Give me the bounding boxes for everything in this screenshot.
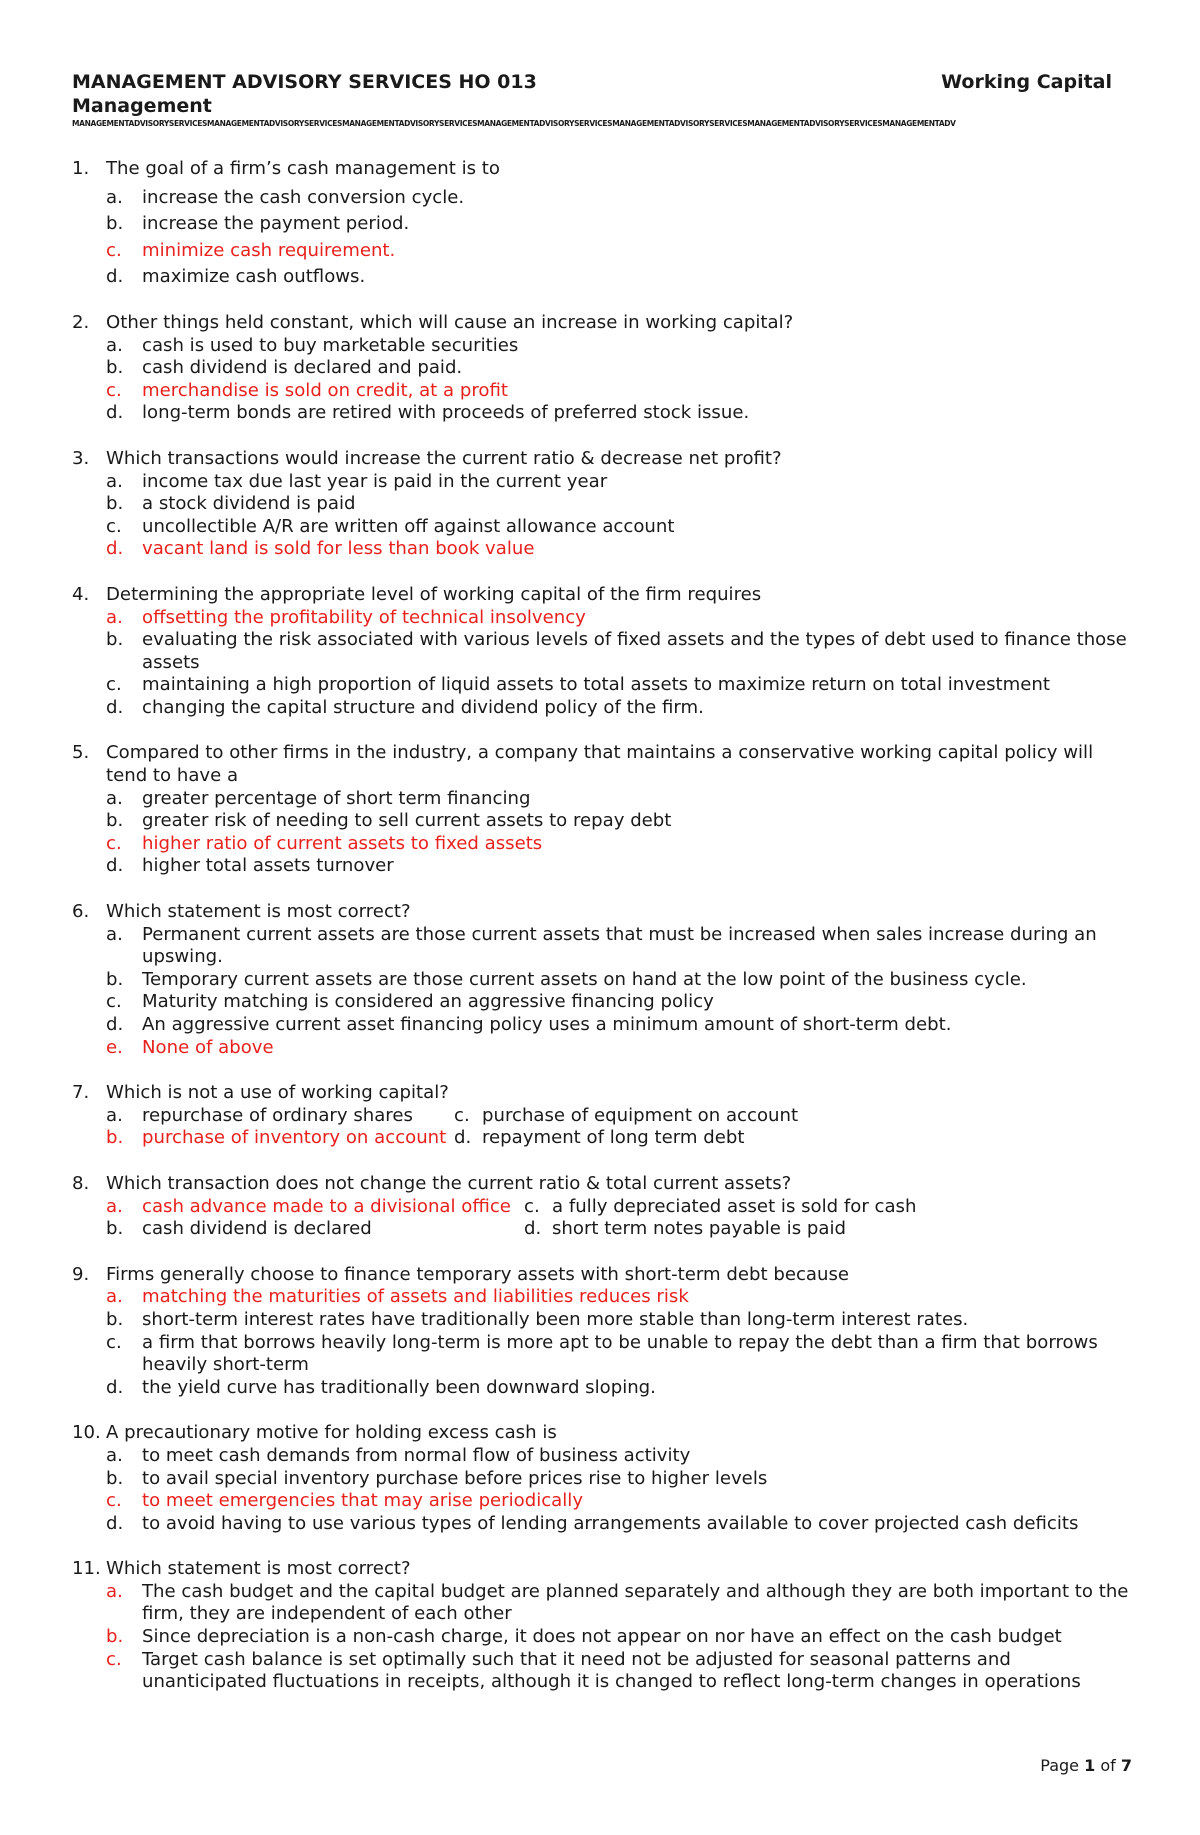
- question-stem: The goal of a firm’s cash management is to: [106, 158, 500, 179]
- answer-option: [72, 1649, 1132, 1694]
- option-letter: d.: [106, 855, 124, 877]
- option-text: cash is used to buy marketable securities: [142, 334, 519, 356]
- question-number: 8.: [72, 1172, 90, 1194]
- option-text: repayment of long term debt: [482, 1127, 745, 1149]
- answer-option: [72, 1513, 1132, 1536]
- option-text-correct: merchandise is sold on credit, at a profit: [142, 379, 508, 401]
- answer-option: [72, 810, 1132, 833]
- option-text: long-term bonds are retired with proceeds of preferred stock issue.: [142, 402, 750, 424]
- question-item: [72, 1082, 1132, 1150]
- answer-option: [72, 969, 1132, 992]
- option-letter: c.: [106, 379, 122, 401]
- page-header: [72, 70, 1112, 129]
- answer-option: [72, 1490, 1132, 1513]
- answer-option: [72, 493, 1132, 516]
- option-text: evaluating the risk associated with various levels of fixed assets and the types of debt used to finance those assets: [142, 629, 1127, 673]
- answer-option: [72, 1445, 1132, 1468]
- answer-option: [72, 187, 1132, 210]
- option-text: changing the capital structure and dividend policy of the firm.: [142, 696, 704, 718]
- header-banner: MANAGEMENTADVISORYSERVICESMANAGEMENTADVISORYSERVICESMANAGEMENTADVISORYSERVICESMANAGEMENTADVISORYSERVICESMANAGEMENTADVISORYSERVICESMANAGEMENTADVISORYSERVICESMANAGEMENTADV: [72, 119, 956, 128]
- option-text-correct: to meet emergencies that may arise periodically: [142, 1490, 584, 1512]
- option-text: maximize cash outflows.: [142, 266, 366, 288]
- answer-option-row: [72, 1105, 1132, 1128]
- answer-option: [72, 924, 1132, 969]
- option-letter: d.: [106, 402, 124, 424]
- answer-option: [106, 1218, 524, 1241]
- option-text: to avoid having to use various types of lending arrangements available to cover projected cash deficits: [142, 1512, 1079, 1534]
- option-letter: d.: [106, 1376, 124, 1398]
- answer-option: [72, 471, 1132, 494]
- option-text: a fully depreciated asset is sold for cash: [552, 1195, 917, 1217]
- option-letter: b.: [106, 213, 124, 235]
- option-text: An aggressive current asset financing policy uses a minimum amount of short-term debt.: [142, 1014, 952, 1035]
- question-stem: Which transactions would increase the current ratio & decrease net profit?: [106, 447, 782, 469]
- option-letter: c.: [106, 674, 122, 696]
- option-text: increase the payment period.: [142, 213, 410, 235]
- question-stem: Which is not a use of working capital?: [106, 1082, 449, 1104]
- option-letter: d.: [106, 1014, 124, 1035]
- answer-option: [72, 1581, 1132, 1626]
- option-text: to meet cash demands from normal flow of business activity: [142, 1444, 691, 1466]
- option-text-correct: cash advance made to a divisional office: [142, 1195, 511, 1217]
- option-text-correct: minimize cash requirement.: [142, 239, 396, 261]
- option-text: Temporary current assets are those current assets on hand at the low point of the business cycle.: [142, 968, 1027, 990]
- answer-option: [72, 402, 1132, 425]
- option-letter: a.: [106, 1104, 123, 1126]
- option-text: Permanent current assets are those current assets that must be increased when sales increase during an upswing.: [142, 923, 1097, 968]
- question-number: 9.: [72, 1263, 90, 1285]
- answer-option: [524, 1218, 846, 1241]
- answer-option: [72, 1626, 1132, 1649]
- header-right-title: Working Capital: [941, 71, 1112, 93]
- option-letter: b.: [106, 357, 124, 379]
- question-number: 10.: [72, 1422, 101, 1444]
- option-text: Since depreciation is a non-cash charge, it does not appear on nor have an effect on the cash budget: [142, 1626, 1062, 1648]
- answer-option-row: [72, 1196, 1132, 1219]
- footer-page-word: Page: [1040, 1756, 1080, 1775]
- answer-option: [106, 1105, 454, 1128]
- option-letter: d.: [106, 1512, 124, 1534]
- answer-option: [72, 629, 1132, 674]
- option-letter: a.: [106, 1195, 123, 1217]
- answer-option: [72, 855, 1132, 878]
- option-letter: a.: [106, 606, 123, 628]
- option-letter: a.: [106, 334, 123, 356]
- answer-option: [72, 516, 1132, 539]
- answer-option: [72, 991, 1132, 1014]
- option-letter: c.: [106, 1648, 122, 1670]
- question-number: 1.: [72, 158, 90, 179]
- option-letter: d.: [106, 266, 124, 288]
- option-text: maintaining a high proportion of liquid assets to total assets to maximize return on total investment: [142, 674, 1050, 696]
- option-letter: c.: [106, 832, 122, 854]
- option-letter: c.: [454, 1104, 470, 1126]
- option-letter: c.: [106, 515, 122, 537]
- option-letter: b.: [106, 1308, 124, 1330]
- option-letter: d.: [106, 538, 124, 560]
- question-item: [72, 901, 1132, 1059]
- option-text: a stock dividend is paid: [142, 493, 356, 515]
- question-number: 6.: [72, 901, 90, 923]
- option-text: short term notes payable is paid: [552, 1218, 846, 1240]
- answer-option: [72, 1377, 1132, 1400]
- answer-option: [72, 1037, 1132, 1060]
- option-text: short-term interest rates have traditionally been more stable than long-term interest rates.: [142, 1308, 969, 1330]
- answer-option: [72, 1286, 1132, 1309]
- option-letter: a.: [106, 1286, 123, 1308]
- option-text-correct: matching the maturities of assets and liabilities reduces risk: [142, 1286, 689, 1308]
- option-text-correct: vacant land is sold for less than book value: [142, 538, 535, 560]
- question-stem: Other things held constant, which will cause an increase in working capital?: [106, 311, 794, 333]
- option-text: income tax due last year is paid in the current year: [142, 470, 608, 492]
- answer-option: [72, 788, 1132, 811]
- question-item: [72, 1558, 1132, 1694]
- option-letter: a.: [106, 787, 123, 809]
- answer-option: [72, 1014, 1132, 1037]
- footer-current-page: 1: [1084, 1756, 1096, 1775]
- option-text: purchase of equipment on account: [482, 1104, 799, 1126]
- option-text-correct: offsetting the profitability of technical insolvency: [142, 606, 586, 628]
- option-letter: a.: [106, 1580, 123, 1602]
- answer-option: [454, 1127, 744, 1150]
- answer-option: [106, 1196, 524, 1219]
- option-text: greater risk of needing to sell current assets to repay debt: [142, 810, 672, 832]
- answer-option: [72, 674, 1132, 697]
- option-text: cash dividend is declared: [142, 1218, 372, 1240]
- question-number: 3.: [72, 447, 90, 469]
- question-item: [72, 1264, 1132, 1400]
- answer-option: [72, 538, 1132, 561]
- option-text: The cash budget and the capital budget are planned separately and although they are both important to the firm, they are independent of each other: [142, 1580, 1129, 1625]
- question-item: [72, 312, 1132, 425]
- option-letter: c.: [106, 991, 122, 1013]
- option-text: cash dividend is declared and paid.: [142, 357, 463, 379]
- option-letter: b.: [106, 968, 124, 990]
- option-letter: c.: [106, 1490, 122, 1512]
- option-text: Maturity matching is considered an aggressive financing policy: [142, 991, 714, 1013]
- option-letter: b.: [106, 810, 124, 832]
- option-text: the yield curve has traditionally been downward sloping.: [142, 1376, 656, 1398]
- option-text: increase the cash conversion cycle.: [142, 186, 465, 208]
- answer-option: [72, 697, 1132, 720]
- question-number: 5.: [72, 742, 90, 764]
- answer-option: [72, 266, 1132, 289]
- question-item: [72, 158, 1132, 289]
- option-letter: a.: [106, 470, 123, 492]
- answer-option: [72, 607, 1132, 630]
- answer-option: [72, 240, 1132, 263]
- option-letter: d.: [524, 1218, 542, 1240]
- option-text: to avail special inventory purchase before prices rise to higher levels: [142, 1467, 768, 1489]
- answer-option: [72, 335, 1132, 358]
- header-second-line: Management: [72, 95, 212, 117]
- answer-option-row: [72, 1127, 1132, 1150]
- answer-option-row: [72, 1218, 1132, 1241]
- option-letter: b.: [106, 1127, 124, 1149]
- question-stem: Which statement is most correct?: [106, 901, 411, 923]
- option-letter: e.: [106, 1036, 123, 1058]
- footer-of-word: of: [1100, 1756, 1116, 1775]
- option-text: uncollectible A/R are written off against allowance account: [142, 515, 675, 537]
- option-letter: b.: [106, 1626, 124, 1648]
- header-left-title: MANAGEMENT ADVISORY SERVICES HO 013: [72, 71, 537, 93]
- answer-option: [454, 1105, 798, 1128]
- question-stem: Firms generally choose to finance temporary assets with short-term debt because: [106, 1263, 850, 1285]
- option-letter: a.: [106, 923, 123, 945]
- answer-option: [524, 1196, 916, 1219]
- answer-option: [72, 357, 1132, 380]
- question-item: [72, 584, 1132, 720]
- option-letter: d.: [106, 696, 124, 718]
- option-letter: d.: [454, 1127, 472, 1149]
- option-letter: b.: [106, 629, 124, 651]
- option-letter: c.: [524, 1195, 540, 1217]
- answer-option: [72, 213, 1132, 236]
- option-text-correct: None of above: [142, 1036, 274, 1058]
- question-stem: Determining the appropriate level of working capital of the firm requires: [106, 583, 762, 605]
- footer-total-pages: 7: [1120, 1756, 1132, 1775]
- option-text-correct: higher ratio of current assets to fixed assets: [142, 832, 543, 854]
- option-letter: b.: [106, 1218, 124, 1240]
- answer-option: [72, 1468, 1132, 1491]
- question-item: [72, 1173, 1132, 1241]
- answer-option: [72, 833, 1132, 856]
- answer-option: [72, 1332, 1132, 1377]
- question-stem: A precautionary motive for holding excess cash is: [106, 1422, 557, 1444]
- question-stem: Which statement is most correct?: [106, 1558, 411, 1580]
- option-text-correct: purchase of inventory on account: [142, 1127, 447, 1149]
- question-list: [72, 158, 1132, 1717]
- answer-option: [72, 380, 1132, 403]
- question-stem: Compared to other firms in the industry, a company that maintains a conservative working capital policy will tend to have a: [106, 742, 1094, 787]
- question-number: 4.: [72, 583, 90, 605]
- option-text: a firm that borrows heavily long-term is more apt to be unable to repay the debt than a firm that borrows heavily short-term: [142, 1331, 1098, 1376]
- question-item: [72, 742, 1132, 878]
- option-letter: b.: [106, 1467, 124, 1489]
- option-text: repurchase of ordinary shares: [142, 1104, 413, 1126]
- page-footer: [1040, 1756, 1132, 1775]
- option-text: greater percentage of short term financing: [142, 787, 531, 809]
- option-letter: c.: [106, 239, 122, 261]
- question-stem: Which transaction does not change the current ratio & total current assets?: [106, 1172, 792, 1194]
- question-item: [72, 1422, 1132, 1535]
- option-letter: b.: [106, 493, 124, 515]
- question-number: 11.: [72, 1558, 101, 1580]
- question-number: 7.: [72, 1082, 90, 1104]
- answer-option: [72, 1309, 1132, 1332]
- option-letter: c.: [106, 1331, 122, 1353]
- option-letter: a.: [106, 186, 123, 208]
- option-text: Target cash balance is set optimally such that it need not be adjusted for seasonal patterns and unanticipated fluctuations in receipts, although it is changed to reflect long-term changes in operations: [142, 1648, 1081, 1693]
- question-item: [72, 448, 1132, 561]
- answer-option: [106, 1127, 454, 1150]
- question-number: 2.: [72, 311, 90, 333]
- option-letter: a.: [106, 1444, 123, 1466]
- option-text: higher total assets turnover: [142, 855, 394, 877]
